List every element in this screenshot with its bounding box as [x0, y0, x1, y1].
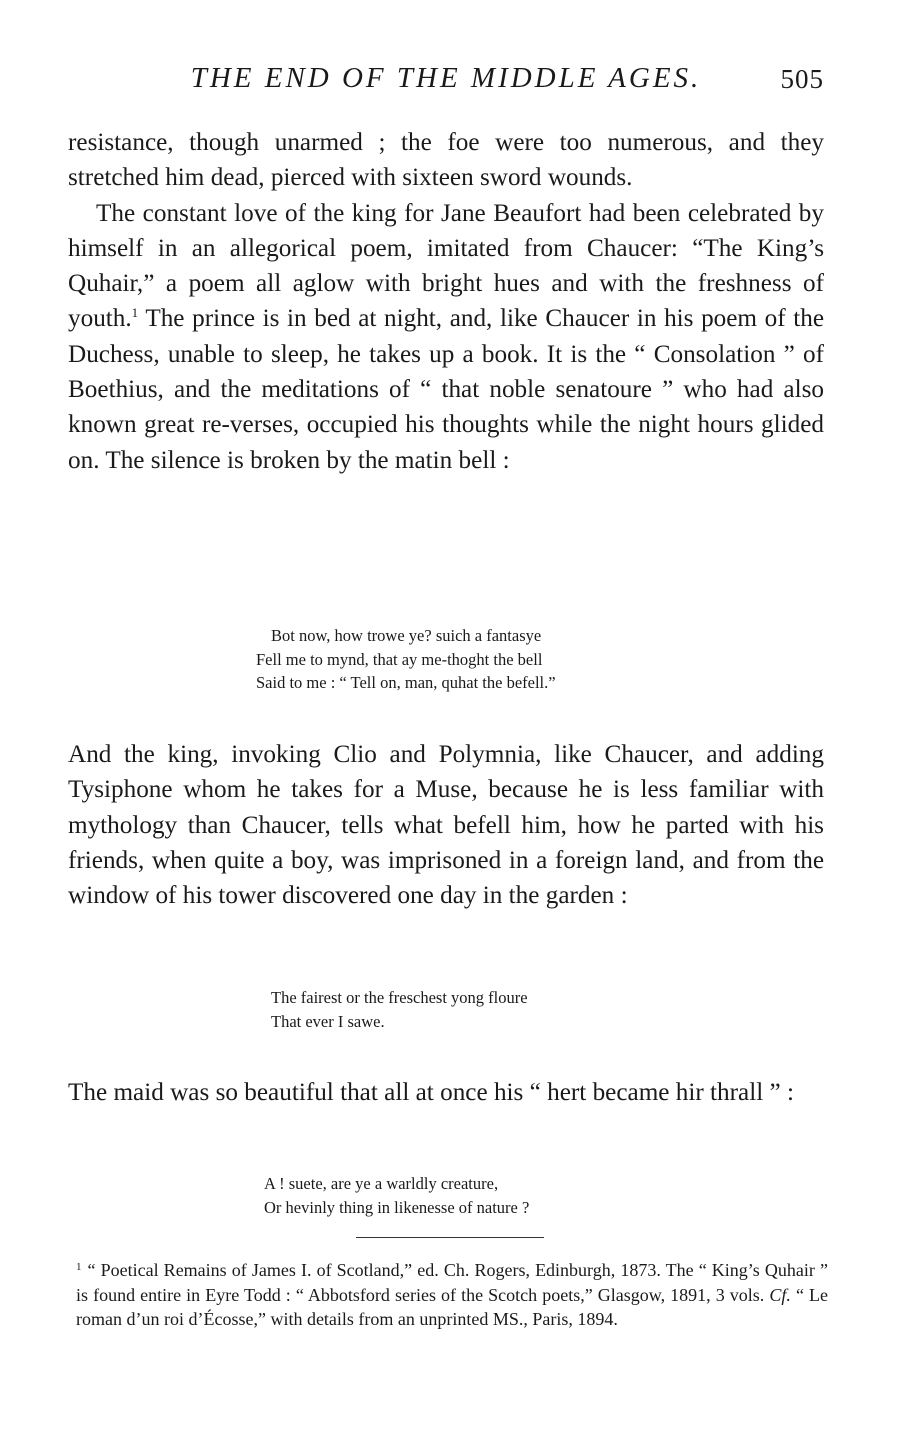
running-title: THE END OF THE MIDDLE AGES. — [190, 62, 702, 94]
footnote-divider — [356, 1237, 544, 1238]
verse-line: That ever I sawe. — [271, 1011, 385, 1031]
running-head — [68, 62, 824, 102]
page-number: 505 — [780, 64, 824, 94]
verse-line: Or hevinly thing in likenesse of nature ? — [264, 1197, 530, 1217]
footnote-mark: 1 — [76, 1261, 82, 1273]
paragraph-continued: resistance, though unarmed ; the foe were too numerous, and they stretched him dead, pierced with sixteen sword wounds. — [68, 129, 824, 192]
paragraph-text: The prince is in bed at night, and, like Chaucer in his poem of the Duchess, unable to sleep, he takes up a book. It is the “ Consolation ” of Boethius, and the meditations of “ that noble senatoure ” who had also known great re-verses, occupied his thoughts while the night hours glided on. The silence is broken by the matin bell : — [68, 305, 824, 474]
text-block-2 — [68, 737, 824, 913]
verse-quotation-3 — [264, 1172, 529, 1219]
paragraph-kings-quhair — [68, 196, 824, 478]
verse-line: Fell me to mynd, that ay me-thoght the bell — [256, 649, 543, 669]
footnote-text: “ Le roman d’un roi d’Écosse,” with details from an unprinted MS., Paris, 1894. — [76, 1284, 828, 1329]
verse-quotation-2 — [271, 986, 528, 1033]
verse-line: The fairest or the freschest yong floure — [271, 988, 528, 1007]
text-block-1 — [68, 125, 824, 478]
verse-quotation-1 — [256, 624, 556, 695]
footnote-text: “ Poetical Remains of James I. of Scotland,” ed. Ch. Rogers, Edinburgh, 1873. The “ King’s Quhair ” is found entire in Eyre Todd : “ Abbotsford series of the Scotch poets,” Glasgow, 1891, 3 vols. — [76, 1260, 828, 1305]
paragraph-text: The constant love of the king for Jane Beaufort had been celebrated by himself in an allegorical poem, imitated from Chaucer: “The King’s Quhair,” a poem all aglow with bright hues and with the freshness of youth. — [68, 199, 824, 333]
verse-line: Said to me : “ Tell on, man, quhat the befell.” — [256, 673, 556, 692]
paragraph-maid: The maid was so beautiful that all at once his “ hert became hir thrall ” : — [68, 1079, 794, 1106]
verse-line: Bot now, how trowe ye? suich a fantasye — [271, 626, 542, 645]
footnotes — [76, 1258, 828, 1332]
verse-line: A ! suete, are ye a warldly creature, — [264, 1174, 499, 1193]
footnote-reference: 1 — [131, 305, 139, 321]
paragraph-clio-polymnia: And the king, invoking Clio and Polymnia, like Chaucer, and adding Tysiphone whom he takes for a Muse, because he is less familiar with mythology than Chaucer, tells what befell him, how he parted with his friends, when quite a boy, was imprisoned in a foreign land, and from the window of his tower discovered one day in the garden : — [68, 741, 824, 910]
footnote-cf: Cf. — [769, 1284, 791, 1305]
footnote-1 — [76, 1258, 828, 1332]
text-block-3 — [68, 1075, 824, 1110]
